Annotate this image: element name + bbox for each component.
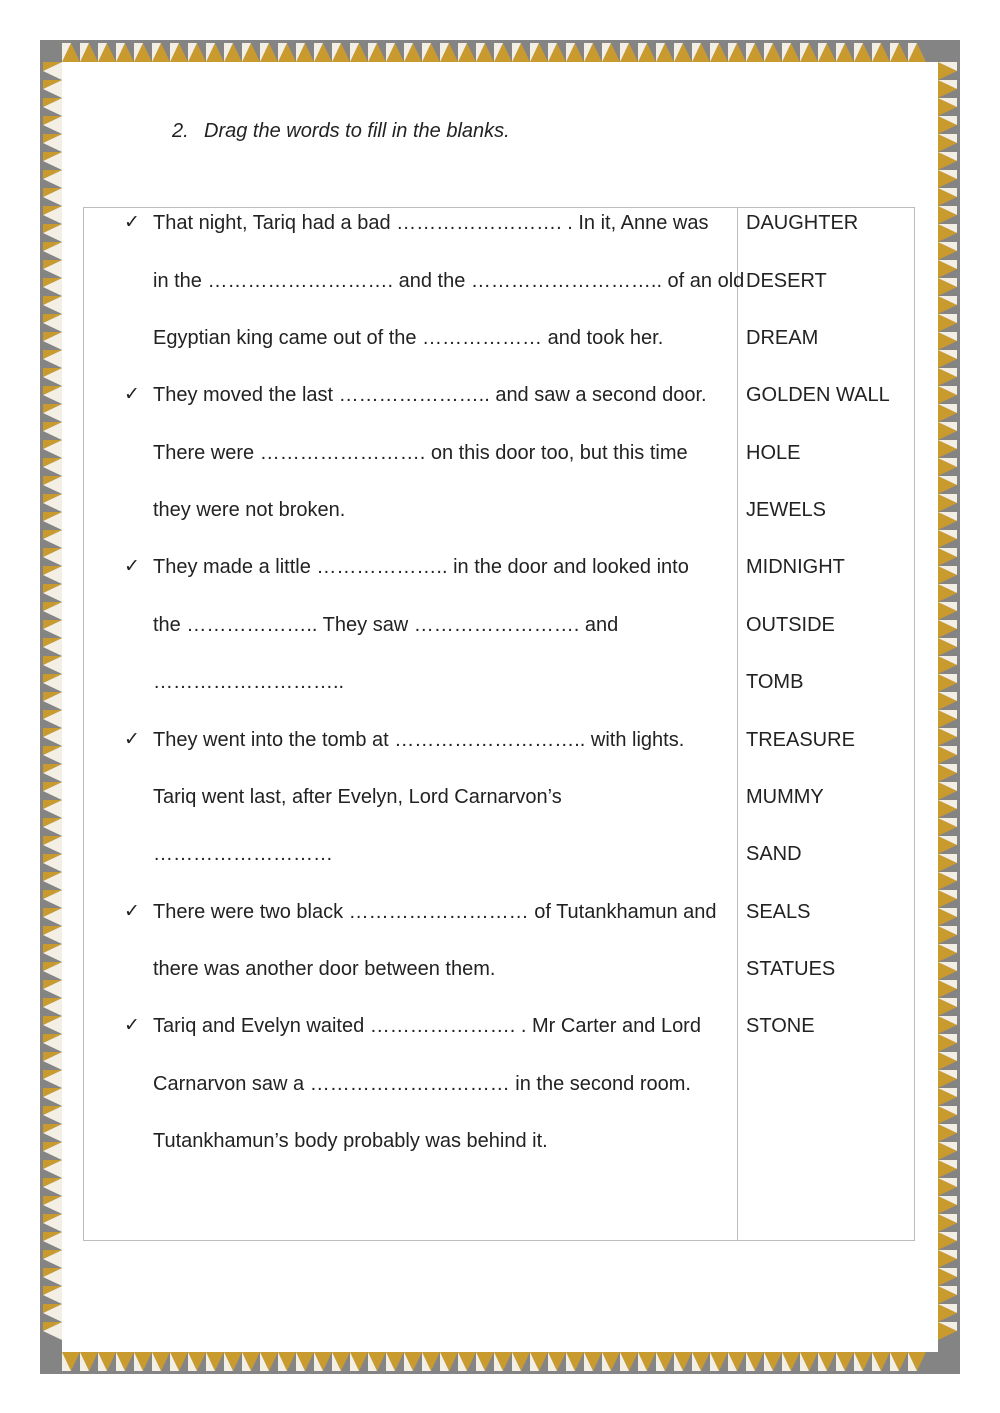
check-icon: ✓: [124, 1015, 140, 1036]
sentence-line: Tutankhamun’s body probably was behind it.: [153, 1130, 548, 1152]
sentence-line: Tariq went last, after Evelyn, Lord Carnarvon’s: [153, 786, 562, 808]
word-bank-item[interactable]: GOLDEN WALL: [746, 384, 890, 406]
word-bank-item[interactable]: HOLE: [746, 442, 801, 464]
word-bank-item[interactable]: SEALS: [746, 901, 811, 923]
sentence-line: Carnarvon saw a ………………………… in the second room.: [153, 1073, 691, 1095]
sentence-line: they were not broken.: [153, 499, 346, 521]
sentence-line: Egyptian king came out of the ……………… and took her.: [153, 327, 664, 349]
word-bank-item[interactable]: OUTSIDE: [746, 614, 835, 636]
word-bank-item[interactable]: STONE: [746, 1015, 815, 1037]
sentence-line: They made a little ……………….. in the door and looked into: [153, 556, 689, 578]
word-bank-item[interactable]: MUMMY: [746, 786, 824, 808]
instruction-text: Drag the words to fill in the blanks.: [204, 120, 510, 142]
check-icon: ✓: [124, 901, 140, 922]
sentence-line: There were ……………………. on this door too, but this time: [153, 442, 688, 464]
column-divider: [737, 208, 738, 1240]
word-bank-item[interactable]: TOMB: [746, 671, 804, 693]
word-bank-item[interactable]: DAUGHTER: [746, 212, 859, 234]
word-bank-item[interactable]: DREAM: [746, 327, 819, 349]
word-bank-item[interactable]: SAND: [746, 843, 802, 865]
word-bank-item[interactable]: DESERT: [746, 270, 827, 292]
word-bank-item[interactable]: TREASURE: [746, 729, 855, 751]
check-icon: ✓: [124, 384, 140, 405]
sentence-line: Tariq and Evelyn waited …………………. . Mr Carter and Lord: [153, 1015, 701, 1037]
sentence-line: That night, Tariq had a bad ……………………. . In it, Anne was: [153, 212, 709, 234]
sentence-line: ………………………: [153, 843, 333, 865]
sentence-line: They went into the tomb at ……………………….. with lights.: [153, 729, 685, 751]
exercise-table: [83, 207, 915, 1241]
sentence-line: They moved the last ………………….. and saw a second door.: [153, 384, 707, 406]
check-icon: ✓: [124, 729, 140, 750]
instruction: [172, 120, 510, 143]
sentence-line: there was another door between them.: [153, 958, 496, 980]
check-icon: ✓: [124, 212, 140, 233]
sentence-line: ………………………..: [153, 671, 345, 693]
word-bank-item[interactable]: STATUES: [746, 958, 836, 980]
instruction-number: 2.: [172, 120, 189, 142]
sentence-line: There were two black ……………………… of Tutankhamun and: [153, 901, 717, 923]
word-bank-item[interactable]: MIDNIGHT: [746, 556, 845, 578]
check-icon: ✓: [124, 556, 140, 577]
sentence-line: the ……………….. They saw ……………………. and: [153, 614, 619, 636]
word-bank-item[interactable]: JEWELS: [746, 499, 827, 521]
sentence-line: in the ………………………. and the ……………………….. of an old: [153, 270, 745, 292]
